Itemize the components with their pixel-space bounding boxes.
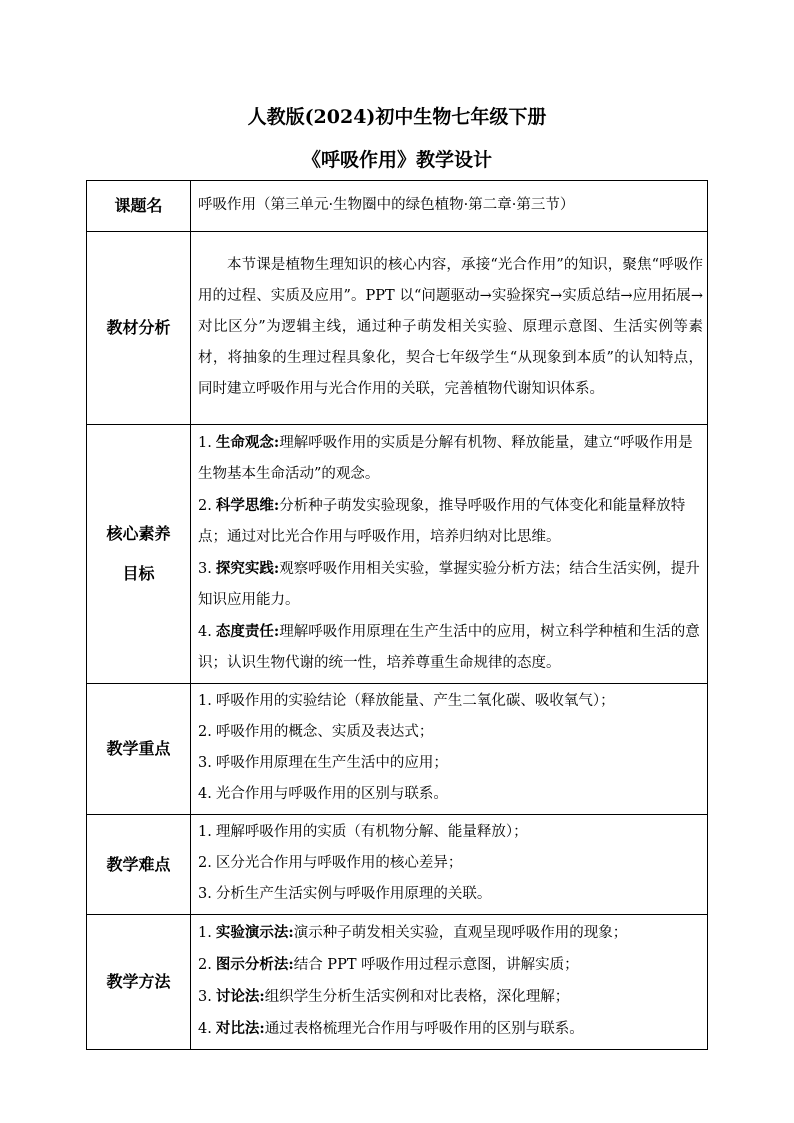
method-keyword: 图示分析法: xyxy=(215,956,294,973)
difficulty-number: 3. xyxy=(198,886,212,902)
method-text: 演示种子萌发相关实验，直观呈现呼吸作用的现象； xyxy=(293,925,628,941)
core-goals-label-line2: 目标 xyxy=(122,564,155,583)
goal-keyword: 科学思维: xyxy=(215,497,280,514)
key-points-label: 教学重点 xyxy=(87,684,191,815)
goal-number: 3. xyxy=(198,561,212,577)
key-point-text: 光合作用与呼吸作用的区别与联系。 xyxy=(215,786,448,802)
goal-number: 1. xyxy=(198,435,212,451)
method-keyword: 对比法: xyxy=(215,1020,265,1037)
lesson-plan-table xyxy=(86,180,708,1050)
key-point-number: 3. xyxy=(198,755,212,771)
difficulty-item xyxy=(198,817,703,848)
goal-text: 观察呼吸作用相关实验，掌握实验分析方法；结合生活实例，提升知识应用能力。 xyxy=(198,561,700,608)
topic-text: 呼吸作用（第三单元·生物圈中的绿色植物·第二章·第三节） xyxy=(198,196,575,213)
method-item xyxy=(198,917,703,949)
methods-label: 教学方法 xyxy=(87,915,191,1050)
method-number: 4. xyxy=(198,1021,212,1037)
topic-content xyxy=(191,181,708,232)
goal-number: 2. xyxy=(198,498,212,514)
method-keyword: 讨论法: xyxy=(215,988,265,1005)
goal-text: 理解呼吸作用的实质是分解有机物、释放能量，建立“呼吸作用是生物基本生命活动”的观念。 xyxy=(198,435,693,482)
method-number: 3. xyxy=(198,989,212,1005)
goal-item xyxy=(198,553,703,616)
difficulty-item xyxy=(198,848,703,879)
method-keyword: 实验演示法: xyxy=(215,924,294,941)
method-number: 1. xyxy=(198,925,212,941)
goal-item xyxy=(198,490,703,553)
methods-content xyxy=(191,915,708,1050)
method-item xyxy=(198,1013,703,1045)
difficulties-content xyxy=(191,815,708,915)
goal-keyword: 探究实践: xyxy=(215,560,280,577)
difficulties-label: 教学难点 xyxy=(87,815,191,915)
document-title: 人教版(2024)初中生物七年级下册 xyxy=(247,106,547,128)
core-goals-content xyxy=(191,425,708,684)
material-analysis-content xyxy=(191,232,708,425)
method-text: 结合 PPT 呼吸作用过程示意图，讲解实质； xyxy=(293,957,579,973)
difficulty-text: 分析生产生活实例与呼吸作用原理的关联。 xyxy=(215,886,492,902)
row-difficulties xyxy=(87,815,708,915)
key-points-content xyxy=(191,684,708,815)
core-goals-label xyxy=(87,425,191,684)
key-point-number: 2. xyxy=(198,724,212,740)
method-text: 通过表格梳理光合作用与呼吸作用的区别与联系。 xyxy=(264,1021,584,1037)
row-methods xyxy=(87,915,708,1050)
difficulty-text: 理解呼吸作用的实质（有机物分解、能量释放）； xyxy=(215,824,528,840)
key-point-item xyxy=(198,779,703,810)
material-analysis-text: 本节课是植物生理知识的核心内容，承接“光合作用”的知识，聚焦“呼吸作用的过程、实质及应用”。PPT 以“问题驱动→实验探究→实质总结→应用拓展→对比区分”为逻辑主线，通过种子萌发相关实验、原理示意图、生活实例等素材，将抽象的生理过程具象化，契合七年级学生“从现象到本质”的认知特点，同时建立呼吸作用与光合作用的关联，完善植物代谢知识体系。 xyxy=(198,256,703,397)
key-point-item xyxy=(198,717,703,748)
key-point-item xyxy=(198,748,703,779)
difficulty-number: 1. xyxy=(198,824,212,840)
method-item xyxy=(198,981,703,1013)
goal-text: 理解呼吸作用原理在生产生活中的应用，树立科学种植和生活的意识；认识生物代谢的统一性，培养尊重生命规律的态度。 xyxy=(198,624,700,671)
key-point-text: 呼吸作用的概念、实质及表达式； xyxy=(215,724,434,740)
key-point-number: 4. xyxy=(198,786,212,802)
goal-text: 分析种子萌发实验现象，推导呼吸作用的气体变化和能量释放特点；通过对比光合作用与呼吸作用，培养归纳对比思维。 xyxy=(198,498,686,545)
difficulty-text: 区分光合作用与呼吸作用的核心差异； xyxy=(215,855,463,871)
core-goals-label-line1: 核心素养 xyxy=(106,524,171,543)
row-key-points xyxy=(87,684,708,815)
goal-item xyxy=(198,427,703,490)
difficulty-item xyxy=(198,879,703,910)
goal-keyword: 态度责任: xyxy=(215,623,280,640)
goal-keyword: 生命观念: xyxy=(215,434,280,451)
method-item xyxy=(198,949,703,981)
difficulty-number: 2. xyxy=(198,855,212,871)
row-core-goals xyxy=(87,425,708,684)
material-analysis-label: 教材分析 xyxy=(87,232,191,425)
goal-item xyxy=(198,616,703,679)
method-number: 2. xyxy=(198,957,212,973)
method-text: 组织学生分析生活实例和对比表格，深化理解； xyxy=(264,989,570,1005)
row-topic xyxy=(87,181,708,232)
key-point-text: 呼吸作用的实验结论（释放能量、产生二氧化碳、吸收氧气）； xyxy=(215,693,615,709)
key-point-item xyxy=(198,686,703,717)
topic-label: 课题名 xyxy=(87,181,191,232)
document-subtitle: 《呼吸作用》教学设计 xyxy=(301,149,492,171)
row-material-analysis xyxy=(87,232,708,425)
key-point-text: 呼吸作用原理在生产生活中的应用； xyxy=(215,755,448,771)
goal-number: 4. xyxy=(198,624,212,640)
key-point-number: 1. xyxy=(198,693,212,709)
